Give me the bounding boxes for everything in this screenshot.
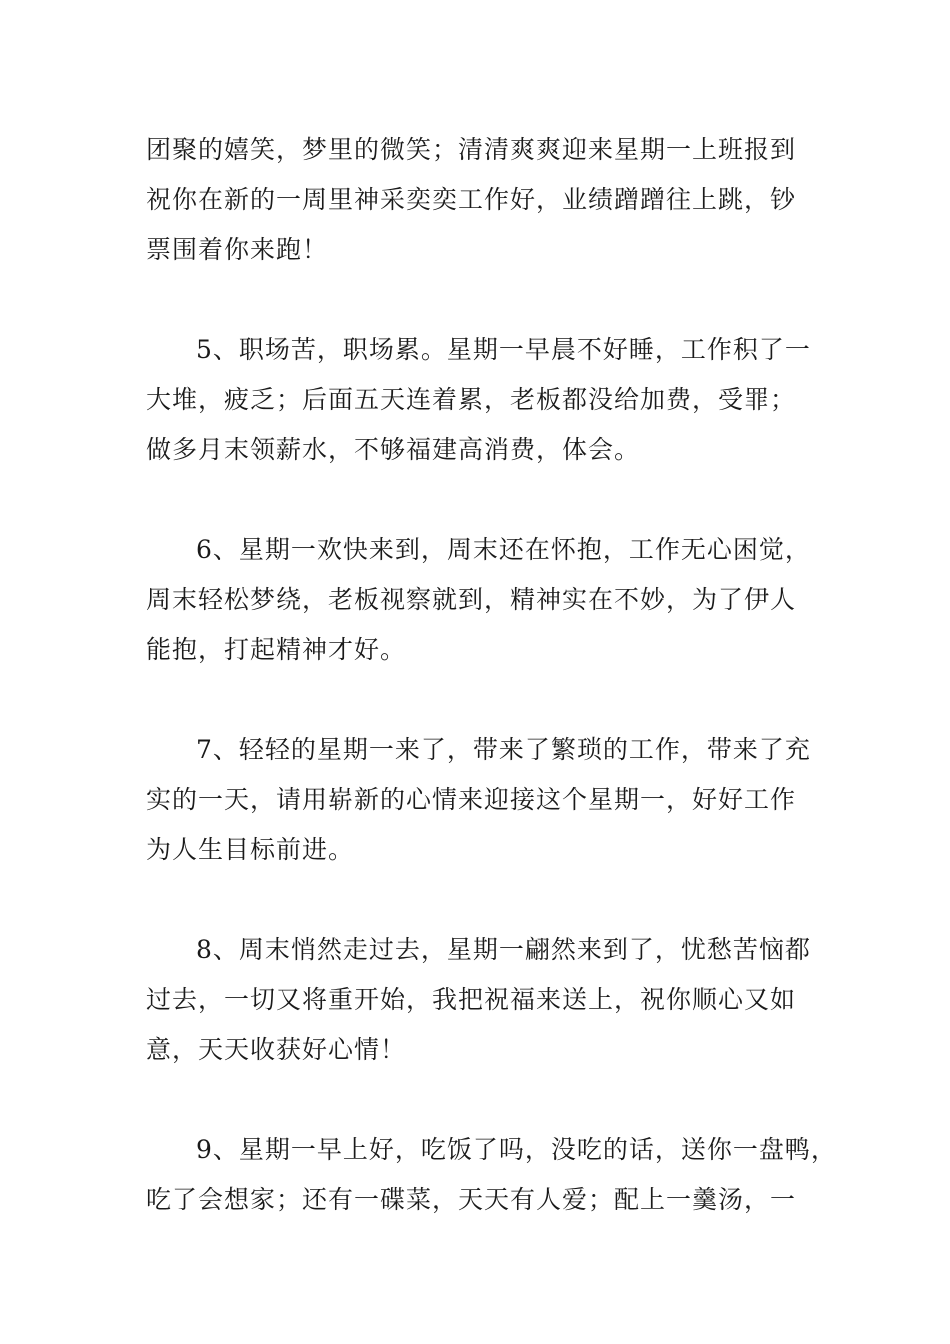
paragraph-line: 6、星期一欢快来到，周末还在怀抱，工作无心困觉，: [196, 535, 811, 564]
paragraph-line: 能抱，打起精神才好。: [146, 635, 407, 664]
paragraph-line: 祝你在新的一周里神采奕奕工作好，业绩蹭蹭往上跳，钞: [146, 185, 797, 214]
paragraph-line: 大堆，疲乏；后面五天连着累，老板都没给加费，受罪；: [146, 385, 797, 414]
paragraph-line: 5、职场苦，职场累。星期一早晨不好睡，工作积了一: [196, 335, 811, 364]
paragraph-line: 实的一天，请用崭新的心情来迎接这个星期一，好好工作: [146, 785, 797, 814]
paragraph-line: 团聚的嬉笑，梦里的微笑；清清爽爽迎来星期一上班报到: [146, 135, 797, 164]
paragraph-line: 周末轻松梦绕，老板视察就到，精神实在不妙，为了伊人: [146, 585, 797, 614]
paragraph-line: 吃了会想家；还有一碟菜，天天有人爱；配上一羹汤，一: [146, 1185, 797, 1214]
paragraph-line: 做多月末领薪水，不够福建高消费，体会。: [146, 435, 641, 464]
paragraph-line: 过去，一切又将重开始，我把祝福来送上，祝你顺心又如: [146, 985, 797, 1014]
paragraph-line: 票围着你来跑！: [146, 235, 329, 264]
paragraph-line: 为人生目标前进。: [146, 835, 355, 864]
paragraph-line: 9、星期一早上好，吃饭了吗，没吃的话，送你一盘鸭，: [196, 1135, 837, 1164]
paragraph-line: 意，天天收获好心情！: [146, 1035, 407, 1064]
paragraph-line: 7、轻轻的星期一来了，带来了繁琐的工作，带来了充: [196, 735, 811, 764]
paragraph-line: 8、周末悄然走过去，星期一翩然来到了，忧愁苦恼都: [196, 935, 811, 964]
